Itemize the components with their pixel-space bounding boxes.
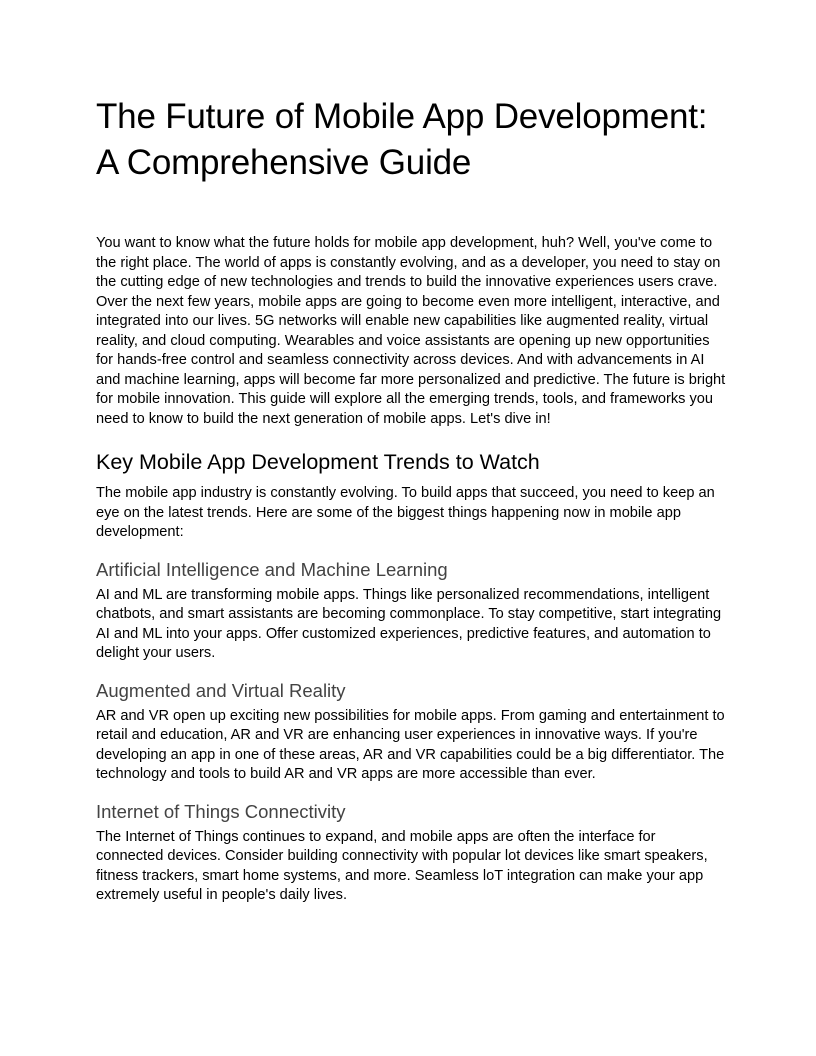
- document-page: [96, 94, 726, 906]
- subsection-heading-ai-ml: Artificial Intelligence and Machine Learning: [96, 558, 448, 580]
- section-intro-paragraph: The mobile app industry is constantly evolving. To build apps that succeed, you need to keep an eye on the latest trends. Here are some of the biggest things happening now in mobile app development:: [96, 485, 715, 540]
- intro-paragraph: You want to know what the future holds for mobile app development, huh? Well, you've come to the right place. The world of apps is constantly evolving, and as a developer, you need to stay on the cutting edge of new technologies and trends to build the innovative experiences users crave. Over the next few years, mobile apps are going to become even more intelligent, interactive, and integrated into our lives. 5G networks will enable new capabilities like augmented reality, virtual reality, and cloud computing. Wearables and voice assistants are opening up new opportunities for hands-free control and seamless connectivity across devices. And with advancements in AI and machine learning, apps will become far more personalized and predictive. The future is bright for mobile innovation. This guide will explore all the emerging trends, tools, and frameworks you need to know to build the next generation of mobile apps. Let's dive in!: [96, 235, 726, 427]
- document-title: [96, 94, 726, 186]
- title-line-2: A Comprehensive Guide: [96, 143, 472, 182]
- subsection-body-iot: The Internet of Things continues to expand, and mobile apps are often the interface for connected devices. Consider building connectivity with popular lot devices like smart speakers, fitness trackers, smart home systems, and more. Seamless loT integration can make your app extremely useful in people's daily lives.: [96, 828, 708, 903]
- subsection-heading-ar-vr: Augmented and Virtual Reality: [96, 679, 346, 701]
- subsection-body-ar-vr: AR and VR open up exciting new possibilities for mobile apps. From gaming and entertainment to retail and education, AR and VR are enhancing user experiences in innovative ways. If you're developing an app in one of these areas, AR and VR capabilities could be a big differentiator. The technology and tools to build AR and VR apps are more accessible than ever.: [96, 707, 725, 782]
- section-heading: Key Mobile App Development Trends to Watch: [96, 450, 540, 474]
- title-line-1: The Future of Mobile App Development:: [96, 97, 708, 136]
- subsection-heading-iot: Internet of Things Connectivity: [96, 800, 346, 822]
- subsection-body-ai-ml: AI and ML are transforming mobile apps. Things like personalized recommendations, intelligent chatbots, and smart assistants are becoming commonplace. To stay competitive, start integrating AI and ML into your apps. Offer customized experiences, predictive features, and automation to delight your users.: [96, 586, 722, 661]
